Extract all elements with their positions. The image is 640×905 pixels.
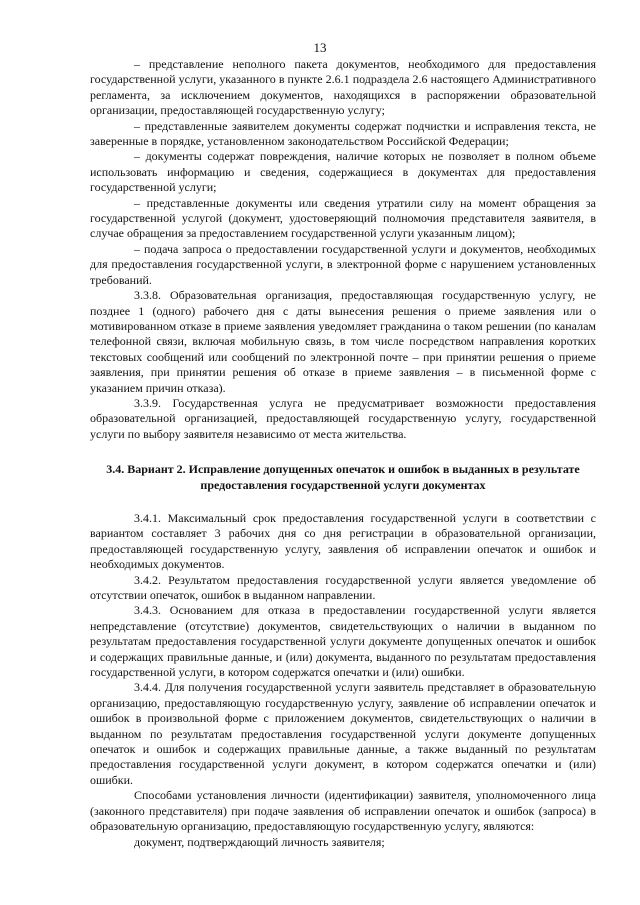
list-item-incomplete-package: – представление неполного пакета документов, необходимого для предоставления государственной услуги, указанного в пункте 2.6.1 подраздела 2.6 настоящего Административного регламента, за исключением документов, находящихся в распоряжении образовательной организации, предоставляющей государственную услугу; <box>90 57 596 118</box>
paragraph-3-4-3: 3.4.3. Основанием для отказа в предоставлении государственной услуги является непредставление (отсутствие) документов, свидетельствующих о наличии в выданном по результатам предоставления государственной услуги документе допущенных опечаток и ошибок и содержащих правильные данные, и (или) документа, выданного по результатам предоставления государственной услуги, в котором содержатся опечатки и (или) ошибки. <box>90 603 596 680</box>
section-heading: 3.4. Вариант 2. Исправление допущенных опечаток и ошибок в выданных в результате предоставления государственной услуги документах <box>106 462 580 492</box>
paragraph-3-4-2: 3.4.2. Результатом предоставления государственной услуги является уведомление об отсутствии опечаток, ошибок в выданном направлении. <box>90 572 596 602</box>
paragraph-3-4-1: 3.4.1. Максимальный срок предоставления государственной услуги в соответствии с вариантом составляет 3 рабочих дня со дня регистрации в образовательной организации, предоставляющей государственную услугу, заявления об исправлении опечаток и ошибок и необходимых документов. <box>90 510 596 572</box>
paragraph-3-4-4: 3.4.4. Для получения государственной услуги заявитель представляет в образовательную организацию, предоставляющую государственную услугу, заявление об исправлении опечаток и ошибок в произвольной форме с приложением документов, свидетельствующих о наличии в выданном по результатам предоставления государственной услуги документе допущенных опечаток и ошибок и содержащих правильные данные, а также выданный по результатам предоставления государственной услуги документ, в котором содержатся опечатки и (или) ошибки. <box>90 680 596 787</box>
list-item-electronic-violation: – подача запроса о предоставлении государственной услуги и документов, необходимых для предоставления государственной услуги, в электронной форме с нарушением установленных требований. <box>90 241 596 287</box>
list-item-expired: – представленные документы или сведения утратили силу на момент обращения за государственной услугой (документ, удостоверяющий полномочия представителя заявителя, в случае обращения за предоставлением государственной услуги указанным лицом); <box>90 195 596 241</box>
paragraph-3-3-9: 3.3.9. Государственная услуга не предусматривает возможности предоставления образовательной организацией, предоставляющей государственную услугу, государственной услуги по выбору заявителя независимо от места жительства. <box>90 395 596 441</box>
paragraph-3-3-8: 3.3.8. Образовательная организация, предоставляющая государственную услугу, не позднее 1 (одного) рабочего дня с даты вынесения решения о приеме заявления или о мотивированном отказе в приеме заявления уведомляет гражданина о таком решении (по каналам телефонной связи, включая мобильную связь, в том числе посредством направления коротких текстовых сообщений или сообщений по электронной почте – при принятии решения о приеме заявления, при принятии решения об отказе в приеме заявления – в письменной форме с указанием причин отказа). <box>90 288 596 395</box>
page-number: 13 <box>313 40 327 55</box>
list-item-corrections: – представленные заявителем документы содержат подчистки и исправления текста, не заверенные в порядке, установленном законодательством Российской Федерации; <box>90 118 596 149</box>
list-item-damage: – документы содержат повреждения, наличие которых не позволяет в полном объеме использовать информацию и сведения, содержащиеся в документах для предоставления государственной услуги; <box>90 149 596 195</box>
list-item-identity-document: документ, подтверждающий личность заявителя; <box>134 834 385 849</box>
page-content <box>90 57 596 850</box>
paragraph-identification-methods: Способами установления личности (идентификации) заявителя, уполномоченного лица (законного представителя) при подаче заявления об исправлении опечаток и ошибок (запроса) в образовательную организацию, предоставляющую государственную услугу, являются: <box>90 788 596 834</box>
